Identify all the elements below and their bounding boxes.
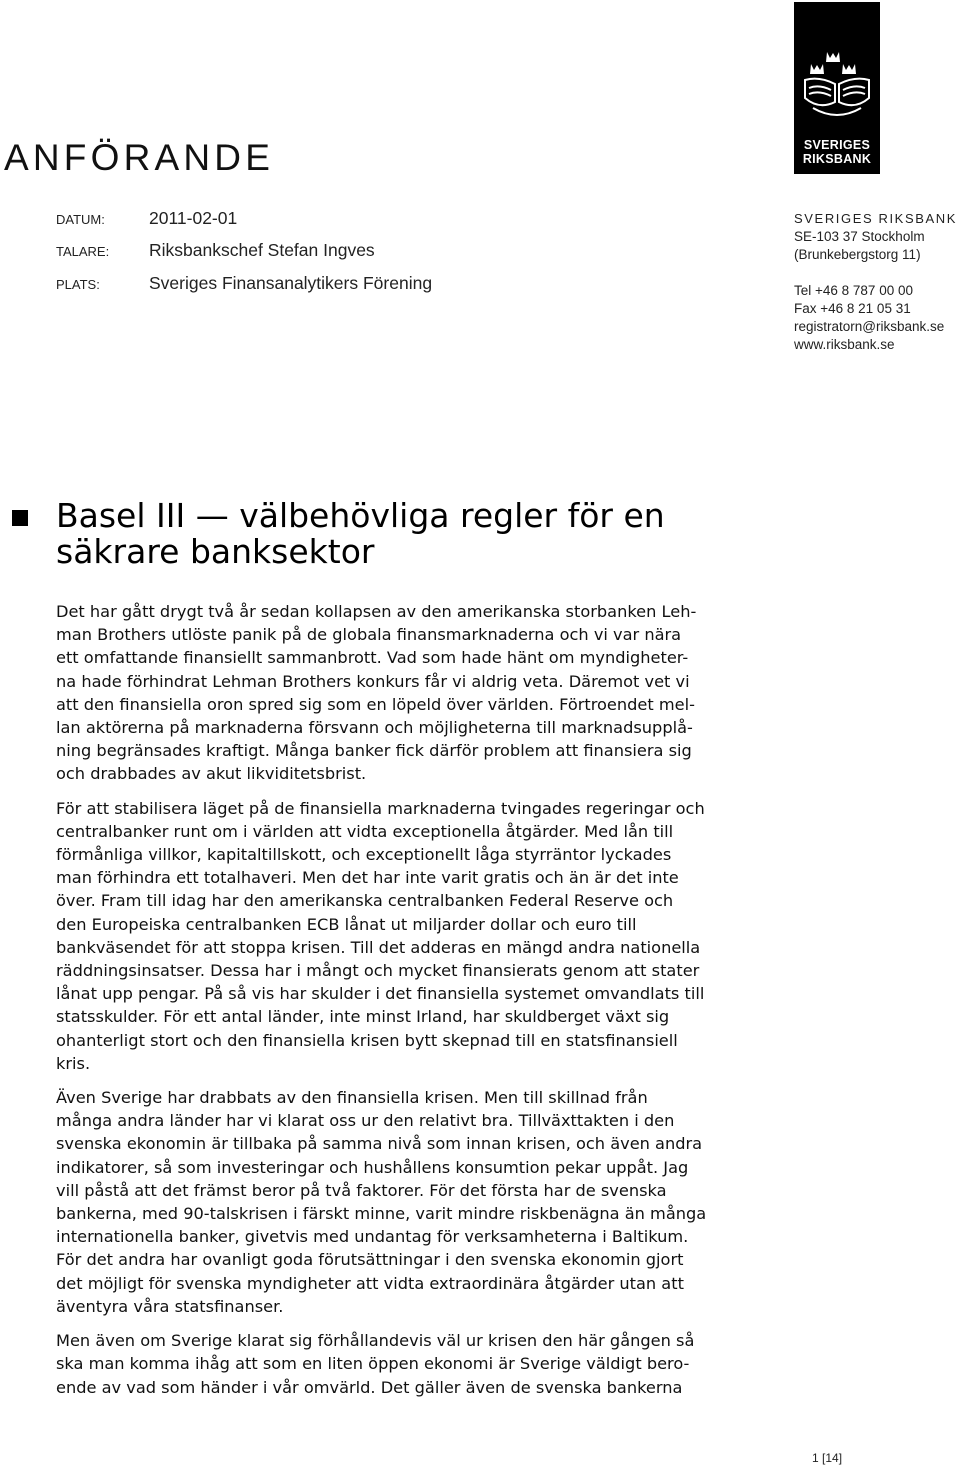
logo-text-riksbank: RIKSBANK bbox=[802, 152, 872, 166]
address-tel: Tel +46 8 787 00 00 bbox=[794, 283, 913, 298]
text-line: ning begränsades kraftigt. Många banker fick därför problem att finansiera sig bbox=[56, 741, 692, 761]
address-org: SVERIGES RIKSBANK bbox=[794, 211, 958, 226]
meta-value: Riksbankschef Stefan Ingves bbox=[149, 240, 375, 260]
text-line: indikatorer, så som investeringar och hushållens konsumtion pekar uppåt. Jag bbox=[56, 1157, 689, 1177]
text-line: lan aktörerna på marknaderna försvann och möjligheterna till marknadsupplå- bbox=[56, 718, 693, 738]
text-line: bankväsendet för att stoppa krisen. Till det adderas en mängd andra nationella bbox=[56, 937, 701, 957]
title-bullet-icon bbox=[12, 510, 28, 526]
text-line: Det har gått drygt två år sedan kollapsen av den amerikanska storbanken Leh- bbox=[56, 602, 697, 621]
text-line: centralbanker runt om i världen att vidta exceptionella åtgärder. Med lån till bbox=[56, 821, 674, 841]
text-line: förmånliga villkor, kapitaltillskott, och exceptionellt låga styrräntor lyckades bbox=[56, 845, 672, 865]
text-line: det möjligt för svenska myndigheter att vidta extraordinära åtgärder utan att bbox=[56, 1273, 684, 1293]
text-line: vill påstå att det främst beror på två faktorer. För det första har de svenska bbox=[56, 1180, 667, 1200]
text-line: äventyra våra statsfinanser. bbox=[56, 1296, 284, 1316]
text-line: att den finansiella oron spred sig som en löpeld över världen. Förtroendet mel- bbox=[56, 694, 695, 714]
text-line: räddningsinsatser. Dessa har i mångt och mycket finansierats genom att stater bbox=[56, 961, 700, 981]
text-line: många andra länder har vi klarat oss ur den relativt bra. Tillväxttakten i den bbox=[56, 1111, 675, 1131]
meta-value: 2011-02-01 bbox=[149, 208, 238, 228]
text-line: internationella banker, givetvis med undantag för verksamheterna i Baltikum. bbox=[56, 1227, 689, 1247]
address-fax: Fax +46 8 21 05 31 bbox=[794, 301, 911, 316]
riksbank-crest-icon bbox=[799, 50, 875, 124]
meta-value: Sveriges Finansanalytikers Förening bbox=[149, 273, 433, 293]
meta-label: PLATS: bbox=[56, 277, 100, 292]
paragraph bbox=[56, 797, 766, 1075]
document-type: ANFÖRANDE bbox=[4, 137, 275, 178]
text-line: ohanterligt stort och den finansiella krisen bytt skepnad till en statsfinansiell bbox=[56, 1030, 678, 1050]
address-email[interactable]: registratorn@riksbank.se bbox=[794, 319, 945, 334]
address-street: SE-103 37 Stockholm bbox=[794, 229, 925, 244]
meta-label: TALARE: bbox=[56, 244, 110, 259]
text-line: kris. bbox=[56, 1053, 91, 1073]
paragraph bbox=[56, 1329, 766, 1399]
text-line: ska man komma ihåg att som en liten öppen ekonomi är Sverige väldigt bero- bbox=[56, 1354, 690, 1374]
page-number: 1 [14] bbox=[812, 1451, 843, 1465]
text-line: ende av vad som händer i vår omvärld. Det gäller även de svenska bankerna bbox=[56, 1377, 683, 1397]
text-line: statsskulder. För ett antal länder, inte minst Irland, har skuldberget växt sig bbox=[56, 1007, 670, 1027]
text-line: lånat upp pengar. På så vis har skulder i det finansiella systemet omvandlats till bbox=[56, 984, 705, 1004]
riksbank-logo bbox=[794, 2, 880, 174]
meta-label: DATUM: bbox=[56, 212, 105, 227]
text-line: ett omfattande finansiellt sammanbrott. Vad som hade hänt om myndigheter- bbox=[56, 648, 689, 668]
address-web[interactable]: www.riksbank.se bbox=[794, 337, 895, 352]
text-line: na hade förhindrat Lehman Brothers konkurs får vi aldrig veta. Däremot vet vi bbox=[56, 671, 690, 691]
text-line: Även Sverige har drabbats av den finansiella krisen. Men till skillnad från bbox=[56, 1088, 648, 1108]
text-line: över. Fram till idag har den amerikanska centralbanken Federal Reserve och bbox=[56, 891, 674, 911]
text-line: man Brothers utlöste panik på de globala finansmarknaderna och vi var nära bbox=[56, 625, 682, 645]
text-line: man förhindra ett totalhaveri. Men det har inte varit gratis och än är det inte bbox=[56, 868, 679, 888]
text-line: den Europeiska centralbanken ECB lånat ut miljarder dollar och euro till bbox=[56, 914, 637, 934]
paragraph bbox=[56, 1086, 766, 1318]
speech-title bbox=[56, 498, 776, 570]
text-line: Men även om Sverige klarat sig förhållandevis väl ur krisen den här gången så bbox=[56, 1331, 695, 1351]
speech-body bbox=[56, 600, 766, 1410]
text-line: För det andra har ovanligt goda förutsättningar i den svenska ekonomin gjort bbox=[56, 1250, 684, 1270]
logo-text-sveriges: SVERIGES bbox=[803, 138, 871, 152]
text-line: och drabbades av akut likviditetsbrist. bbox=[56, 764, 367, 784]
text-line: svenska ekonomin är tillbaka på samma nivå som innan krisen, och även andra bbox=[56, 1134, 703, 1154]
title-line: Basel III — välbehövliga regler för en bbox=[56, 496, 665, 535]
text-line: För att stabilisera läget på de finansiella marknaderna tvingades regeringar och bbox=[56, 798, 705, 818]
address-block bbox=[794, 210, 957, 354]
title-line: säkrare banksektor bbox=[56, 532, 375, 571]
text-line: bankerna, med 90-talskrisen i färskt minne, varit mindre riskbenägna än många bbox=[56, 1204, 707, 1224]
paragraph bbox=[56, 600, 766, 786]
address-street2: (Brunkebergstorg 11) bbox=[794, 247, 921, 262]
